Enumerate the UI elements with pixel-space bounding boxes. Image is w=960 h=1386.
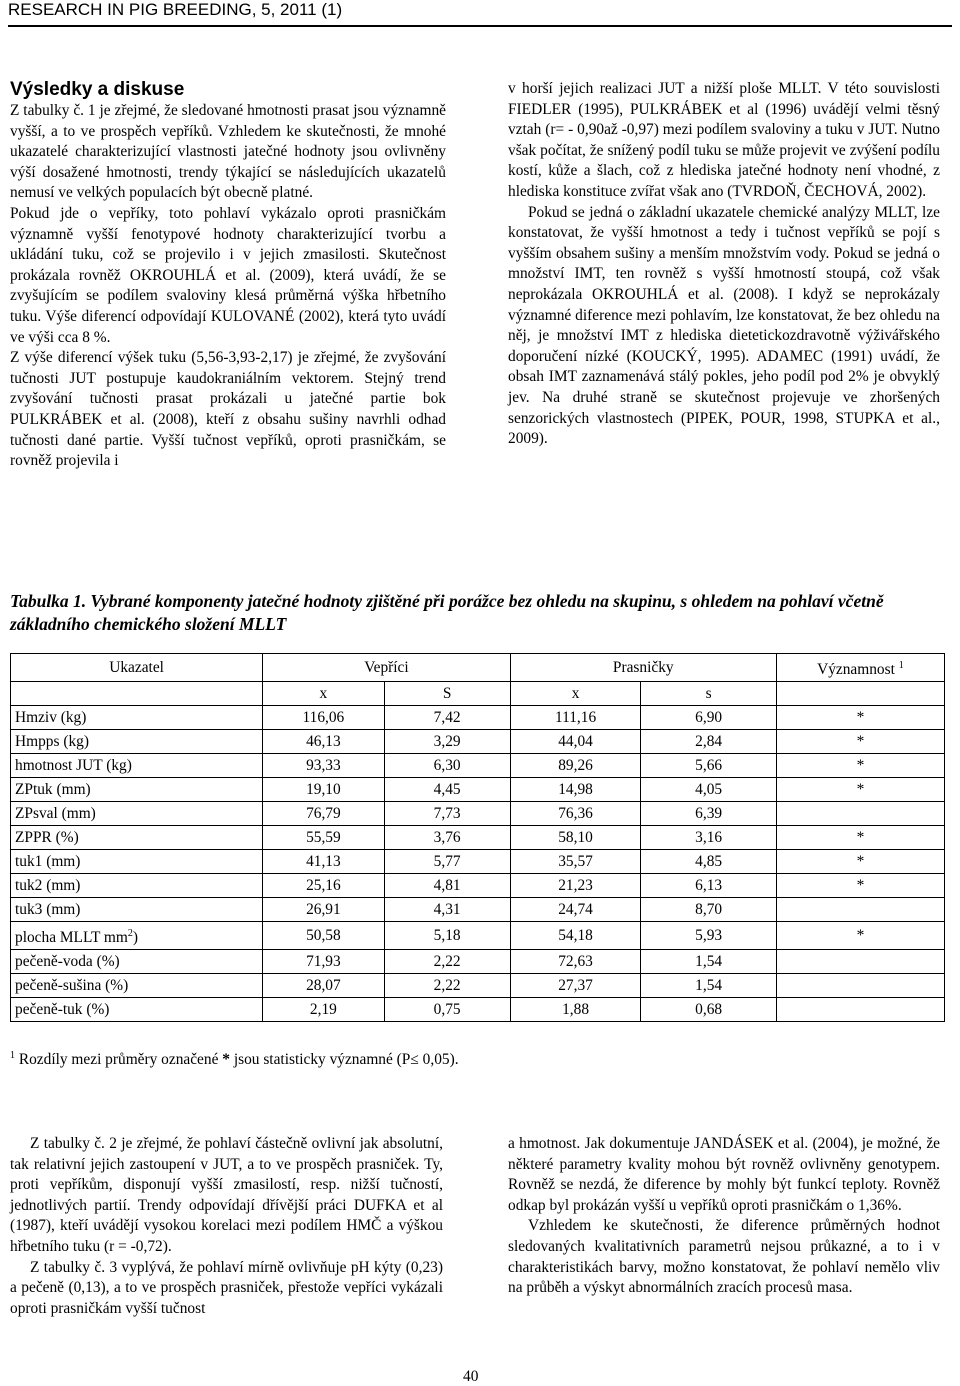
cell-v-x: 116,06: [263, 706, 384, 730]
row-label: pečeně-sušina (%): [11, 974, 263, 998]
cell-p-s: 5,66: [641, 754, 776, 778]
table-row: [11, 826, 945, 850]
table-footnote: $^1$ Rozdíly mezi průměry označené * jsou statisticky významné (P≤ 0,05).: [10, 1050, 459, 1069]
cell-v-s: 2,22: [384, 974, 510, 998]
paragraph: Z výše diferencí výšek tuku (5,56-3,93-2,17) je zřejmé, že zvyšování tučnosti JUT postupuje kaudokraniálním vektorem. Stejný trend zvyšování tučnosti prasat prokázali u jatečné partie bok PULKRÁBEK et al. (2008), kteří z obsahu sušiny navrhli odhad tučnosti dané partie. Vyšší tučnost vepříků, oproti prasničkám, se rovněž projevila i: [10, 349, 446, 470]
table-row: [11, 706, 945, 730]
data-table: [10, 653, 945, 1022]
cell-v-s: 6,30: [384, 754, 510, 778]
table-row: [11, 754, 945, 778]
cell-p-x: 1,88: [510, 998, 641, 1022]
cell-v-x: 76,79: [263, 802, 384, 826]
row-label: ZPtuk (mm): [11, 778, 263, 802]
cell-v-s: 3,29: [384, 730, 510, 754]
cell-p-s: 3,16: [641, 826, 776, 850]
cell-p-s: 6,39: [641, 802, 776, 826]
table-subheader-row: [11, 682, 945, 706]
cell-sig: *: [776, 778, 944, 802]
running-header: RESEARCH IN PIG BREEDING, 5, 2011 (1): [8, 0, 343, 19]
header-prasnicky: Prasničky: [510, 654, 776, 682]
table-row: [11, 998, 945, 1022]
cell-p-s: 4,05: [641, 778, 776, 802]
cell-p-s: 1,54: [641, 950, 776, 974]
cell-sig: [776, 974, 944, 998]
cell-sig: *: [776, 706, 944, 730]
cell-sig: *: [776, 730, 944, 754]
cell-v-x: 28,07: [263, 974, 384, 998]
column-top-right: [508, 79, 940, 450]
subheader-cell: S: [384, 682, 510, 706]
cell-v-s: 7,42: [384, 706, 510, 730]
cell-p-s: 1,54: [641, 974, 776, 998]
table-header-row: [11, 654, 945, 682]
paragraph: Pokud jde o vepříky, toto pohlaví vykázalo oproti prasničkám významně vyšší fenotypové hodnoty charakterizující tvorbu a ukládání tuku, což se projevilo i v jejich zmasilosti. Skutečnost prokázala rovněž OKROUHLÁ et al. (2009), která uvádí, že se zvyšujícím se podílem svaloviny klesá průměrná výška hřbetního tuku. Výše diferencí odpovídají KULOVANÉ (2002), která tyto uvádí ve výši cca 8 %.: [10, 204, 446, 346]
cell-p-s: 6,90: [641, 706, 776, 730]
cell-v-s: 4,81: [384, 874, 510, 898]
cell-p-x: 54,18: [510, 922, 641, 950]
row-label: tuk1 (mm): [11, 850, 263, 874]
cell-v-s: 4,31: [384, 898, 510, 922]
cell-v-x: 19,10: [263, 778, 384, 802]
paragraph: Z tabulky č. 2 je zřejmé, že pohlaví částečně ovlivní jak absolutní, tak relativní jejich zastoupení v JUT, a to ve prospěch prasniček. Ty, proti vepříkům, disponují vyšší zmasilostí, resp. nižší tučností, jednotlivých partií. Trendy odpovídají dřívější práci DUFKA et al (1987), kteří uvádějí vysokou korelaci mezi podílem HMČ a výškou hřbetního tuku (r = -0,72).: [10, 1135, 443, 1255]
cell-p-x: 58,10: [510, 826, 641, 850]
row-label: pečeně-voda (%): [11, 950, 263, 974]
subheader-cell: x: [263, 682, 384, 706]
cell-v-s: 0,75: [384, 998, 510, 1022]
cell-p-s: 8,70: [641, 898, 776, 922]
cell-sig: *: [776, 874, 944, 898]
cell-v-x: 26,91: [263, 898, 384, 922]
header-rule: [8, 25, 952, 27]
row-label: tuk2 (mm): [11, 874, 263, 898]
cell-p-x: 14,98: [510, 778, 641, 802]
row-label: ZPPR (%): [11, 826, 263, 850]
paragraph: a hmotnost. Jak dokumentuje JANDÁSEK et al. (2004), je možné, že některé parametry kvality mohou být rovněž ovlivněny genotypem. Rovněž se nezdá, že diference by mohly být funkcí teploty. Rovněž odkap byl prokázán vyšší u vepříků oproti prasničkám o 1,36%.: [508, 1135, 940, 1214]
paragraph: v horší jejich realizaci JUT a nižší ploše MLLT. V této souvislosti FIEDLER (1995), PULKRÁBEK et al (1996) uvádějí velmi těsný vztah (r= - 0,90až -0,97) mezi podílem svaloviny a tuku v JUT. Nutno však počítat, že snížený podíl tuku se může projevit ve zvýšení podílu kostí, kůže a šlach, což z hlediska jatečné hodnoty není vhodné, z hlediska konstituce zvířat však ano (TVRDOŇ, ČECHOVÁ, 2002).: [508, 80, 940, 200]
cell-sig: *: [776, 850, 944, 874]
cell-p-s: 0,68: [641, 998, 776, 1022]
cell-v-s: 4,45: [384, 778, 510, 802]
row-label: tuk3 (mm): [11, 898, 263, 922]
cell-sig: [776, 802, 944, 826]
column-bottom-right: [508, 1134, 940, 1299]
cell-p-x: 111,16: [510, 706, 641, 730]
cell-p-s: 4,85: [641, 850, 776, 874]
cell-p-x: 72,63: [510, 950, 641, 974]
cell-p-s: 2,84: [641, 730, 776, 754]
row-label: plocha MLLT $mm^2$): [11, 922, 263, 950]
table-row: [11, 974, 945, 998]
row-label: hmotnost JUT (kg): [11, 754, 263, 778]
page-number: 40: [463, 1368, 479, 1385]
cell-sig: [776, 950, 944, 974]
paragraph: Z tabulky č. 3 vyplývá, že pohlaví mírně ovlivňuje pH kýty (0,23) a pečeně (0,13), a to ve prospěch prasniček, přestože vepříci vykázali oproti prasničkám vyšší tučnost: [10, 1258, 443, 1317]
cell-v-x: 2,19: [263, 998, 384, 1022]
header-veprici: Vepříci: [263, 654, 510, 682]
cell-sig: [776, 898, 944, 922]
header-vyznamnost: Významnost $^1$: [776, 654, 944, 682]
cell-sig: *: [776, 826, 944, 850]
cell-p-s: 5,93: [641, 922, 776, 950]
table-row: [11, 730, 945, 754]
table-row: [11, 802, 945, 826]
table-row: [11, 850, 945, 874]
cell-v-x: 55,59: [263, 826, 384, 850]
cell-p-x: 35,57: [510, 850, 641, 874]
header-ukazatel: Ukazatel: [11, 654, 263, 682]
row-label: ZPsval (mm): [11, 802, 263, 826]
cell-p-s: 6,13: [641, 874, 776, 898]
cell-sig: *: [776, 754, 944, 778]
cell-p-x: 21,23: [510, 874, 641, 898]
section-title: Výsledky a diskuse: [10, 79, 185, 100]
table-row: [11, 898, 945, 922]
cell-v-x: 50,58: [263, 922, 384, 950]
cell-p-x: 24,74: [510, 898, 641, 922]
cell-v-s: 7,73: [384, 802, 510, 826]
subheader-cell: s: [641, 682, 776, 706]
cell-v-s: 5,77: [384, 850, 510, 874]
cell-v-x: 71,93: [263, 950, 384, 974]
row-label: pečeně-tuk (%): [11, 998, 263, 1022]
cell-p-x: 44,04: [510, 730, 641, 754]
table-row: [11, 922, 945, 950]
column-top-left: [10, 101, 446, 472]
cell-p-x: 27,37: [510, 974, 641, 998]
paragraph: Vzhledem ke skutečnosti, že diference průměrných hodnot sledovaných kvalitativních parametrů nejsou průkazné, a to i v charakteristikách barvy, možno konstatovat, že pohlaví nemělo vliv na průběh a výskyt abnormálních zracích procesů masa.: [508, 1217, 940, 1297]
paragraph: Pokud se jedná o základní ukazatele chemické analýzy MLLT, lze konstatovat, že vyšší hmotnost a tedy i tučnost vepříků se pojí s vyšším obsahem sušiny a menším množstvím vody. Pokud se jedná o množství IMT, ten rovněž s vyšší hmotností stoupá, což však neprokázala OKROUHLÁ et al. (2008). I když se neprokázaly významné diference mezi pohlavím, lze konstatovat, že bez ohledu na něj, je množství IMT z hlediska dietetickozdravotně výživářského doporučení nízké (KOUCKÝ, 1995). ADAMEC (1991) uvádí, že obsah IMT zaznamenává stálý pokles, jeho podíl pod 2% je obvyklý jev. Na druhé straně se skutečnost projevuje ve zhoršených senzorických vlastnostech (PIPEK, POUR, 1998, STUPKA et al., 2009).: [508, 203, 940, 448]
paragraph: Z tabulky č. 1 je zřejmé, že sledované hmotnosti prasat jsou významně vyšší, a to ve prospěch vepříků. Vzhledem ke skutečnosti, že mnohé ukazatelé charakterizující vlastnosti jatečné hodnoty jsou ovlivněny výší dosažené hmotnosti, trendy týkající se následujících ukazatelů nemusí ve velkých populacích být obecně platné.: [10, 102, 446, 202]
cell-p-x: 76,36: [510, 802, 641, 826]
table-caption: Tabulka 1. Vybrané komponenty jatečné hodnoty zjištěné při porážce bez ohledu na skupinu, s ohledem na pohlaví včetně základního chemického složení MLLT: [10, 591, 884, 634]
cell-v-x: 25,16: [263, 874, 384, 898]
cell-v-x: 41,13: [263, 850, 384, 874]
subheader-cell: x: [510, 682, 641, 706]
table-row: [11, 950, 945, 974]
cell-v-s: 2,22: [384, 950, 510, 974]
column-bottom-left: [10, 1134, 443, 1319]
cell-v-x: 46,13: [263, 730, 384, 754]
cell-v-x: 93,33: [263, 754, 384, 778]
cell-p-x: 89,26: [510, 754, 641, 778]
table-row: [11, 874, 945, 898]
row-label: Hmpps (kg): [11, 730, 263, 754]
table-row: [11, 778, 945, 802]
cell-sig: *: [776, 922, 944, 950]
cell-v-s: 3,76: [384, 826, 510, 850]
row-label: Hmziv (kg): [11, 706, 263, 730]
cell-v-s: 5,18: [384, 922, 510, 950]
cell-sig: [776, 998, 944, 1022]
